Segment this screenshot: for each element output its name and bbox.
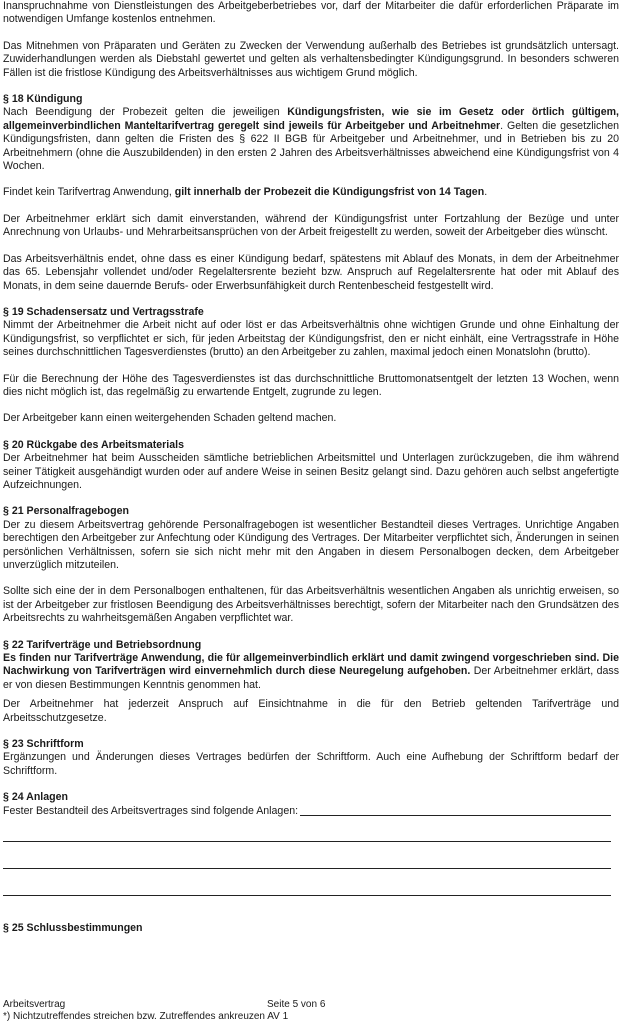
section-22-heading: § 22 Tarifverträge und Betriebsordnung xyxy=(3,638,202,651)
s18-p1-text-c: . Gelten die gesetzlichen Kündigungsfristen, dann gelten die Fristen des § 622 II BGB für Arbeitgeber und Arbeitnehmer, und in Betrieben bis zu 20 Arbeitnehmern (ohne die Auszubildenden) in den ersten 2 Jahren des Arbeitsverhältnisses abweichend eine Kündigungsfrist von 4 Wochen. xyxy=(3,119,619,173)
s18-p2-bold: gilt innerhalb der Probezeit die Kündigungsfrist von 14 Tagen xyxy=(174,186,485,199)
section-23-heading: § 23 Schriftform xyxy=(3,738,84,751)
anlagen-row xyxy=(3,805,619,818)
section-24-paragraph-1: Fester Bestandteil des Arbeitsvertrages sind folgende Anlagen: xyxy=(3,804,299,817)
section-19-heading: § 19 Schadensersatz und Vertragsstrafe xyxy=(3,305,204,318)
section-18-heading: § 18 Kündigung xyxy=(3,93,83,106)
section-18-paragraph-3: Der Arbeitnehmer erklärt sich damit einverstanden, während der Kündigungsfrist unter Fortzahlung der Bezüge und unter Anrechnung von Urlaubs- und Mehrarbeitsansprüchen von der Arbeit freigestellt zu werden, soweit der Arbeitgeber dies wünscht. xyxy=(3,212,619,239)
section-25-heading: § 25 Schlussbestimmungen xyxy=(3,922,143,935)
anlagen-fill-line[interactable] xyxy=(300,815,611,816)
s18-p1-text-a: Nach Beendigung der Probezeit gelten die jeweiligen xyxy=(3,106,288,119)
anlagen-blank-line-2[interactable] xyxy=(3,867,611,869)
section-19-paragraph-2: Für die Berechnung der Höhe des Tagesverdienstes ist das durchschnittliche Bruttomonatsentgelt der letzten 13 Wochen, wenn dies nicht möglich ist, das regelmäßig zu erwartende Entgelt, zugrunde zu legen. xyxy=(3,372,619,398)
anlagen-blank-line-1[interactable] xyxy=(3,840,611,842)
footer-doc-title: Arbeitsvertrag xyxy=(3,999,66,1010)
section-22-paragraph-1 xyxy=(3,652,619,692)
s22-p1-bold: Es finden nur Tarifverträge Anwendung, die für allgemeinverbindlich erklärt und damit zwingend vorgeschrieben sind. Die Nachwirkung von Tarifverträgen wird einvernehmlich durch diese Neuregelung aufgehoben. xyxy=(3,652,619,678)
s22-p1-text: Der Arbeitnehmer erklärt, dass er von diesen Bestimmungen Kenntnis genommen hat. xyxy=(3,665,620,691)
page-footer xyxy=(3,999,619,1023)
section-21-paragraph-1: Der zu diesem Arbeitsvertrag gehörende Personalfragebogen ist wesentlicher Bestandteil dieses Vertrages. Unrichtige Angaben berechtigen den Arbeitgeber zur Anfechtung oder Kündigung des Vertrages. Der Mitarbeiter verpflichtet sich, Änderungen in seinen persönlichen Verhältnissen, sofern sie sich nicht mehr mit den Angaben in diesem Personalbogen decken, dem Arbeitgeber unverzüglich mitzuteilen. xyxy=(3,518,619,571)
section-20-heading: § 20 Rückgabe des Arbeitsmaterials xyxy=(3,438,184,451)
section-24-heading: § 24 Anlagen xyxy=(3,791,68,804)
section-19-paragraph-3: Der Arbeitgeber kann einen weitergehenden Schaden geltend machen. xyxy=(3,412,337,425)
footer-row xyxy=(3,999,619,1011)
intro-paragraph-2: Das Mitnehmen von Präparaten und Geräten zu Zwecken der Verwendung außerhalb des Betriebes ist grundsätzlich untersagt. Zuwiderhandlungen werden als Diebstahl gewertet und gelten als verhaltensbedingter Kündigungsgrund. In besonders schweren Fällen ist die fristlose Kündigung des Arbeitsverhältnisses aus wichtigem Grund möglich. xyxy=(3,39,619,79)
s18-p2-text-a: Findet kein Tarifvertrag Anwendung, xyxy=(3,186,175,199)
s18-p1-bold: Kündigungsfristen, wie sie im Gesetz oder örtlich gültigem, allgemeinverbindlichen Manteltarifvertrag geregelt sind jeweils für Arbeitgeber und Arbeitnehmer xyxy=(3,106,619,132)
section-19-paragraph-1: Nimmt der Arbeitnehmer die Arbeit nicht auf oder löst er das Arbeitsverhältnis ohne wichtigen Grunde und ohne Einhaltung der Kündigungsfrist, so verpflichtet er sich, für jeden Arbeitstag der Kündigungsfrist, den er nicht einhält, eine Vertragsstrafe in Höhe seines durchschnittlichen Tagesverdienstes (brutto) an den Arbeitgeber zu zahlen, maximal jedoch einen Monatslohn (brutto). xyxy=(3,319,619,359)
section-21-paragraph-2: Sollte sich eine der in dem Personalbogen enthaltenen, für das Arbeitsverhältnis wesentlichen Angaben als unrichtig erweisen, so ist der Arbeitgeber zur fristlosen Beendigung des Arbeitsverhältnisses berechtigt, sofern der Mitarbeiter nach den Grundsätzen des Arbeitsrechts zu wahrheitsgemäßen Angaben verpflichtet war. xyxy=(3,585,619,625)
footer-note: *) Nichtzutreffendes streichen bzw. Zutreffendes ankreuzen AV 1 xyxy=(3,1011,289,1022)
section-18-paragraph-2 xyxy=(3,186,619,199)
section-20-paragraph-1: Der Arbeitnehmer hat beim Ausscheiden sämtliche betrieblichen Arbeitsmittel und Unterlagen zurückzugeben, die ihm während seiner Tätigkeit ausgehändigt wurden oder auf andere Weise in seinen Besitz gelangt sind. Dazu gehören auch selbst angefertigte Aufzeichnungen. xyxy=(3,452,619,491)
section-18-paragraph-4: Das Arbeitsverhältnis endet, ohne dass es einer Kündigung bedarf, spätestens mit Ablauf des Monats, in dem der Arbeitnehmer das 65. Lebensjahr vollendet und/oder Regelaltersrente bezieht bzw. Anspruch auf Regelaltersrente hat oder mit Ablauf des Monats, in dem seine dauernde Berufs- oder Erwerbsunfähigkeit durch Rentenbescheid festgestellt wird. xyxy=(3,252,619,292)
anlagen-blank-line-3[interactable] xyxy=(3,894,611,896)
section-23-paragraph-1: Ergänzungen und Änderungen dieses Vertrages bedürfen der Schriftform. Auch eine Aufhebung der Schriftform bedarf der Schriftform. xyxy=(3,751,619,777)
section-18-paragraph-1 xyxy=(3,106,619,173)
contract-page xyxy=(3,0,619,936)
footer-page-number: Seite 5 von 6 xyxy=(267,999,326,1010)
s18-p2-text-c: . xyxy=(484,186,488,199)
section-22-paragraph-2: Der Arbeitnehmer hat jederzeit Anspruch auf Einsichtnahme in die für den Betrieb geltenden Tarifverträge und Arbeitsschutzgesetze. xyxy=(3,698,619,724)
section-21-heading: § 21 Personalfragebogen xyxy=(3,505,129,518)
intro-paragraph-1: Inanspruchnahme von Dienstleistungen des Arbeitgeberbetriebes vor, darf der Mitarbeiter die dafür erforderlichen Präparate im notwendigen Umfange kostenlos entnehmen. xyxy=(3,0,619,26)
